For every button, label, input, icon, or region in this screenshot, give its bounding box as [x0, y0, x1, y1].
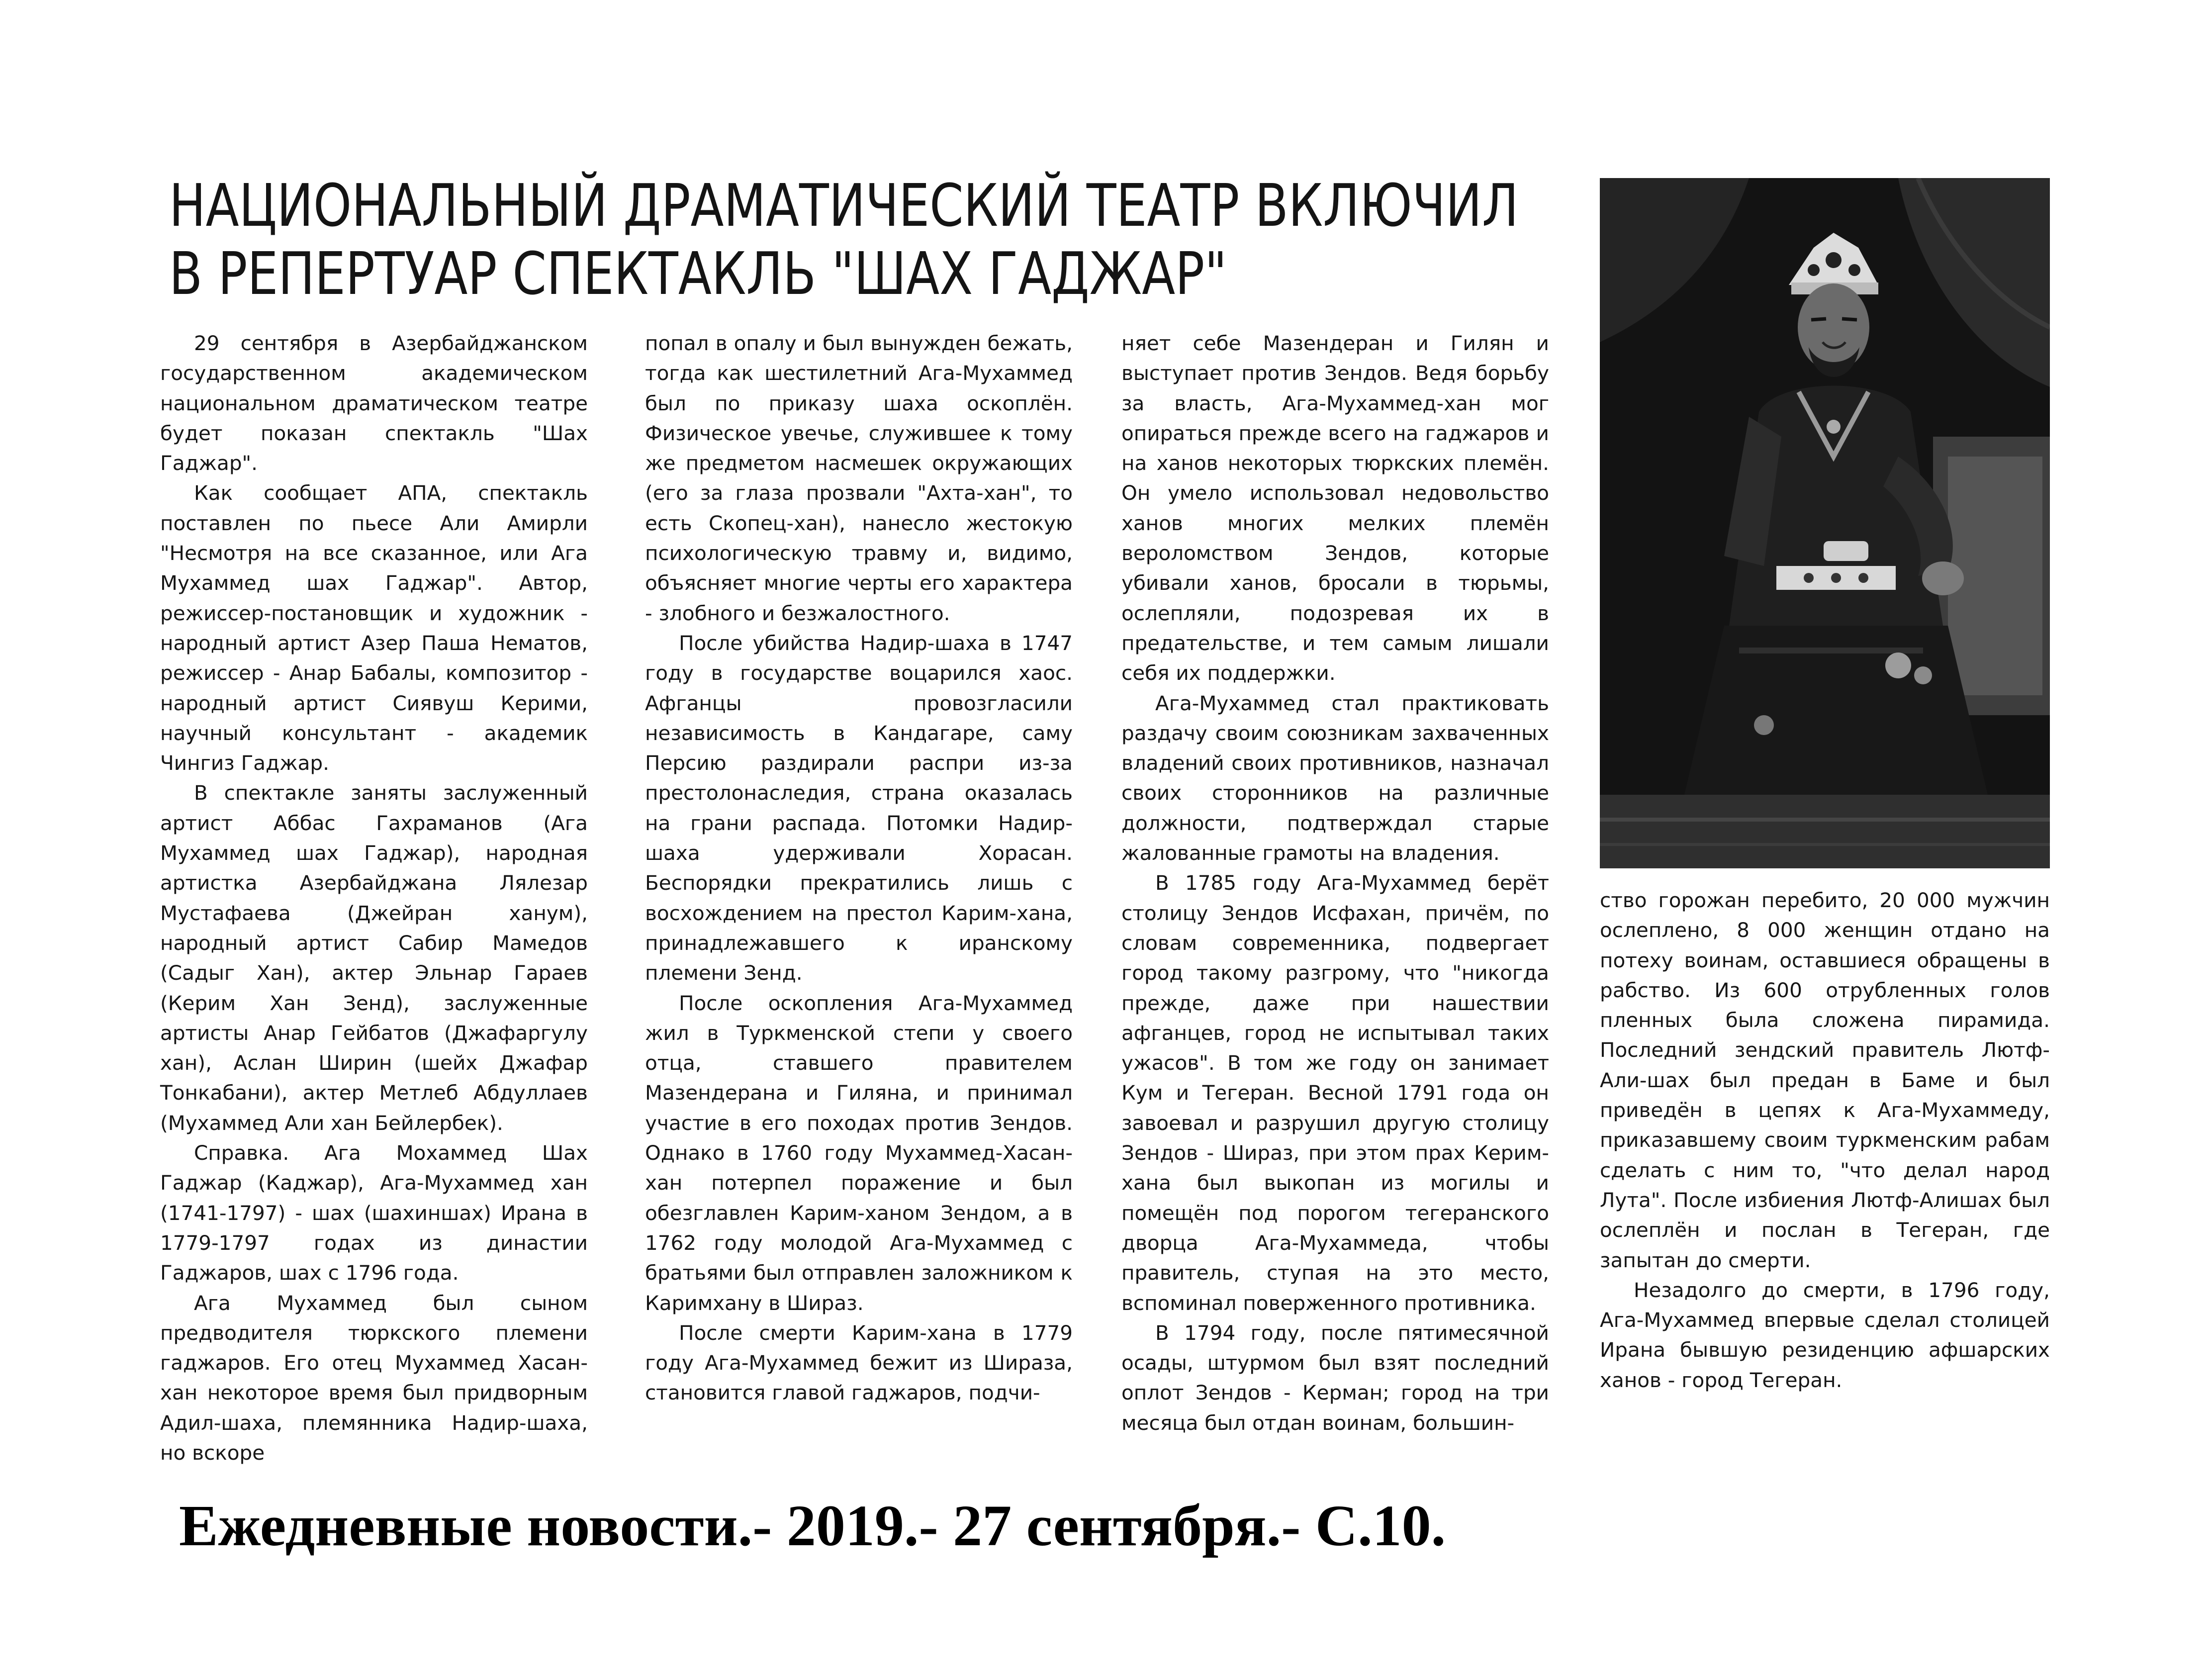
- paragraph: 29 сентября в Азербайджанском государственном академическом национальном драматическом театре будет показан спектакль "Шах Гаджар".: [160, 331, 588, 475]
- paragraph: Как сообщает АПА, спектакль поставлен по пьесе Али Амирли "Несмотря на все сказанное, или Ага Мухаммед шах Гаджар". Автор, режиссер-постановщик и художник - народный артист Азер Паша Нематов, режиссер - Анар Бабалы, композитор - народный артист Сиявуш Керими, научный консультант - академик Чингиз Гаджар.: [160, 481, 588, 775]
- article-column-4: [1600, 885, 2050, 1395]
- article-column-3: [1121, 328, 1549, 1438]
- article-headline: [169, 171, 1519, 308]
- paragraph: Незадолго до смерти, в 1796 году, Ага-Мухаммед впервые сделал столицей Ирана бывшую резиденцию афшарских ханов - город Тегеран.: [1600, 1278, 2050, 1392]
- paragraph: Ага Мухаммед был сыном предводителя тюркского племени гаджаров. Его отец Мухаммед Хасан-хан некоторое время был придворным Адил-шаха, племянника Надир-шаха, но вскоре: [160, 1291, 588, 1465]
- headline-line-1: НАЦИОНАЛЬНЫЙ ДРАМАТИЧЕСКИЙ ТЕАТР ВКЛЮЧИЛ: [169, 171, 1519, 240]
- paragraph: Справка. Ага Мохаммед Шах Гаджар (Каджар), Ага-Мухаммед хан (1741-1797) - шах (шахиншах) Ирана в 1779-1797 годах из династии Гаджаров, шах с 1796 года.: [160, 1141, 588, 1285]
- article-column-2: [645, 328, 1073, 1408]
- portrait-image: [1600, 178, 2050, 868]
- paragraph: Ага-Мухаммед стал практиковать раздачу своим союзникам захваченных владений своих противников, назначал своих сторонников на различные должности, подтверждал старые жалованные грамоты на владения.: [1121, 691, 1549, 865]
- paragraph: В спектакле заняты заслуженный артист Аббас Гахраманов (Ага Мухаммед шах Гаджар), народная артистка Азербайджана Лялезар Мустафаева (Джейран ханум), народный артист Сабир Мамедов (Садыг Хан), актер Эльнар Гараев (Керим Хан Зенд), заслуженные артисты Анар Гейбатов (Джафаргулу хан), Аслан Ширин (шейх Джафар Тонкабани), актер Метлеб Абдуллаев (Мухаммед Али хан Бейлербек).: [160, 781, 588, 1135]
- paragraph: няет себе Мазендеран и Гилян и выступает против Зендов. Ведя борьбу за власть, Ага-Мухаммед-хан мог опираться прежде всего на гаджаров и на ханов некоторых тюркских племён. Он умело использовал недовольство ханов многих мелких племён вероломством Зендов, которые убивали ханов, бросали в тюрьмы, ослепляли, подозревая их в предательстве, и тем самым лишали себя их поддержки.: [1121, 331, 1549, 685]
- paragraph: После оскопления Ага-Мухаммед жил в Туркменской степи у своего отца, ставшего правителем Мазендерана и Гиляна, и принимал участие в его походах против Зендов. Однако в 1760 году Мухаммед-Хасан-хан потерпел поражение и был обезглавлен Карим-ханом Зендом, а в 1762 году молодой Ага-Мухаммед с братьями был отправлен заложником к Каримхану в Шираз.: [645, 991, 1073, 1315]
- paragraph: В 1785 году Ага-Мухаммед берёт столицу Зендов Исфахан, причём, по словам современника, подвергает город такому разгрому, что "никогда прежде, даже при нашествии афганцев, город не испытывал таких ужасов". В том же году он занимает Кум и Тегеран. Весной 1791 года он завоевал и разрушил другую столицу Зендов - Шираз, при этом прах Керим-хана был выкопан из могилы и помещён под порогом тегеранского дворца Ага-Мухаммеда, чтобы правитель, ступая на это место, вспоминал поверженного противника.: [1121, 871, 1549, 1315]
- portrait-illustration: [1600, 178, 2050, 868]
- paragraph: В 1794 году, после пятимесячной осады, штурмом был взят последний оплот Зендов - Керман; город на три месяца был отдан воинам, большин-: [1121, 1320, 1549, 1435]
- headline-line-2: В РЕПЕРТУАР СПЕКТАКЛЬ "ШАХ ГАДЖАР": [169, 239, 1227, 308]
- paragraph: После смерти Карим-хана в 1779 году Ага-Мухаммед бежит из Шираза, становится главой гаджаров, подчи-: [645, 1320, 1073, 1405]
- paragraph: попал в опалу и был вынужден бежать, тогда как шестилетний Ага-Мухаммед был по приказу шаха оскоплён. Физическое увечье, служившее к тому же предметом насмешек окружающих (его за глаза прозвали "Ахта-хан", то есть Скопец-хан), нанесло жестокую психологическую травму и, видимо, объясняет многие черты его характера - злобного и безжалостного.: [645, 331, 1073, 625]
- paragraph: ство горожан перебито, 20 000 мужчин ослеплено, 8 000 женщин отдано на потеху воинам, оставшиеся обращены в рабство. Из 600 отрубленных голов пленных была сложена пирамида. Последний зендский правитель Лютф-Али-шах был предан в Баме и был приведён в цепях к Ага-Мухаммеду, приказавшему своим туркменским рабам сделать с ним то, "что делал народ Лута". После избиения Лютф-Алишах был ослеплён и послан в Тегеран, где запытан до смерти.: [1600, 888, 2050, 1272]
- source-citation: Ежедневные новости.- 2019.- 27 сентября.- С.10.: [179, 1493, 1446, 1558]
- paragraph: После убийства Надир-шаха в 1747 году в государстве воцарился хаос. Афганцы провозгласили независимость в Кандагаре, саму Персию раздирали распри из-за престолонаследия, страна оказалась на грани распада. Потомки Надир-шаха удерживали Хорасан. Беспорядки прекратились лишь с восхождением на престол Карим-хана, принадлежавшего к иранскому племени Зенд.: [645, 631, 1073, 985]
- article-column-1: [160, 328, 588, 1468]
